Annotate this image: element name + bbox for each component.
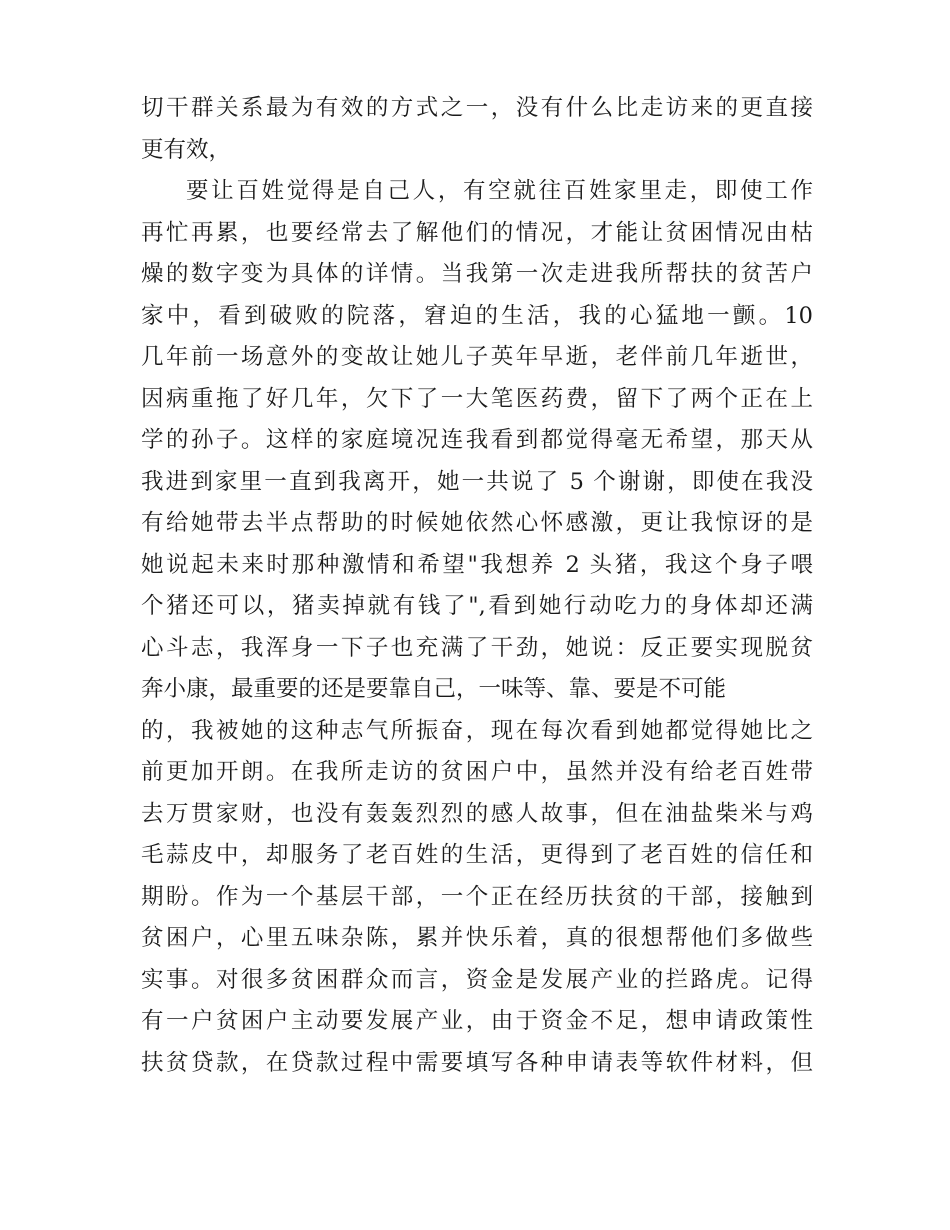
text-line: 毛蒜皮中，却服务了老百姓的生活，更得到了老百姓的信任和 [141,842,813,868]
paragraph-first-line: 要让百姓觉得是自己人，有空就往百姓家里走，即使工作 [186,178,813,204]
text-line: 奔小康，最重要的还是要靠自己，一味等、靠、要是不可能 [141,676,727,702]
text-line: 前更加开朗。在我所走访的贫困户中，虽然并没有给老百姓带 [141,759,813,785]
text-line: 家中，看到破败的院落，窘迫的生活，我的心猛地一颤。10 [141,302,813,329]
text-line: 心斗志，我浑身一下子也充满了干劲，她说：反正要实现脱贫 [141,634,813,661]
text-line: 实事。对很多贫困群众而言，资金是发展产业的拦路虎。记得 [141,966,813,993]
text-line: 有给她带去半点帮助的时候她依然心怀感激，更让我惊讶的是 [141,510,813,536]
text-line: 更有效， [141,136,232,163]
text-line: 有一户贫困户主动要发展产业，由于资金不足，想申请政策性 [141,1008,813,1034]
text-line: 贫困户，心里五味杂陈，累并快乐着，真的很想帮他们多做些 [141,925,813,951]
text-line: 切干群关系最为有效的方式之一，没有什么比走访来的更直接 [141,95,813,121]
text-line: 期盼。作为一个基层干部，一个正在经历扶贫的干部，接触到 [141,883,813,910]
text-line: 扶贫贷款，在贷款过程中需要填写各种申请表等软件材料，但 [141,1049,813,1076]
text-line: 去万贯家财，也没有轰轰烈烈的感人故事，但在油盐柴米与鸡 [141,800,813,827]
body-text [141,88,813,1084]
text-line: 个猪还可以，猪卖掉就有钱了",看到她行动吃力的身体却还满 [141,593,813,619]
text-line: 的，我被她的这种志气所振奋，现在每次看到她都觉得她比之 [141,717,813,744]
text-line: 燥的数字变为具体的详情。当我第一次走进我所帮扶的贫苦户 [141,261,813,287]
text-line: 她说起未来时那种激情和希望"我想养 2 头猪，我这个身子喂 [141,551,813,578]
text-line: 因病重拖了好几年，欠下了一大笔医药费，留下了两个正在上 [141,385,813,412]
text-line: 几年前一场意外的变故让她儿子英年早逝，老伴前几年逝世， [141,344,813,370]
text-line: 学的孙子。这样的家庭境况连我看到都觉得毫无希望，那天从 [141,427,813,453]
text-line: 再忙再累，也要经常去了解他们的情况，才能让贫困情况由枯 [141,219,813,246]
text-line: 我进到家里一直到我离开，她一共说了 5 个谢谢，即使在我没 [141,468,813,495]
